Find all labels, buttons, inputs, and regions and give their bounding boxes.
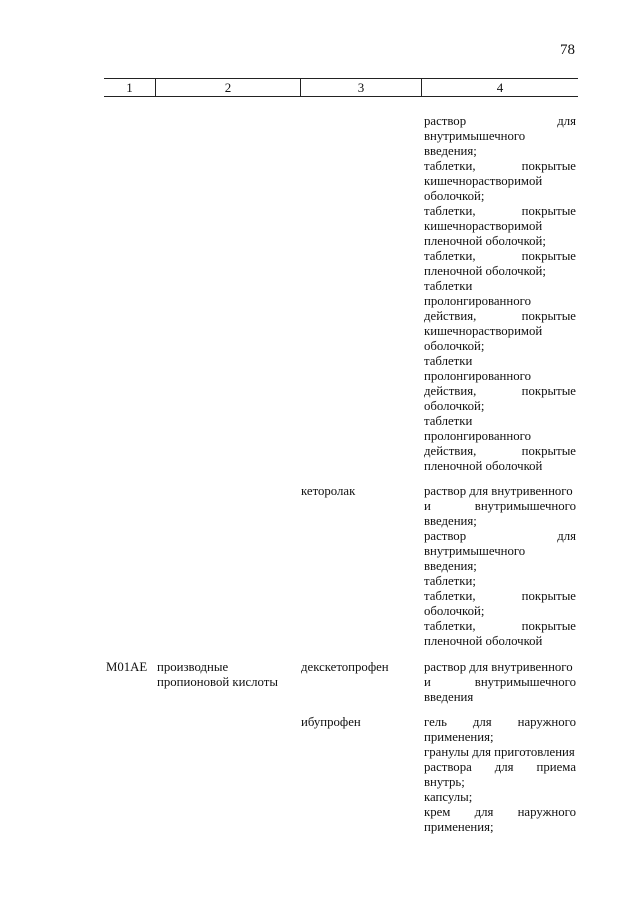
dosage-form-word: оболочкой; xyxy=(424,189,485,203)
dosage-form-line xyxy=(424,219,576,234)
dosage-form-line xyxy=(424,459,576,474)
dosage-form-word: покрытые xyxy=(521,249,576,263)
dosage-form-line xyxy=(424,384,576,399)
drug-ketorolac: кеторолак xyxy=(301,484,356,498)
dosage-form-line xyxy=(424,715,576,730)
dosage-form-line xyxy=(424,805,576,820)
dosage-form-word: действия, xyxy=(424,309,477,323)
dosage-form-line xyxy=(424,675,576,690)
dosage-form-line xyxy=(424,760,576,775)
dosage-form-line xyxy=(424,324,576,339)
dosage-form-line xyxy=(424,279,576,294)
dosage-form-word: покрытые xyxy=(521,159,576,173)
dosage-form-line xyxy=(424,660,576,675)
dosage-form-word: введения; xyxy=(424,559,477,573)
dosage-form-line xyxy=(424,790,576,805)
dosage-form-word: кишечнорастворимой xyxy=(424,174,543,188)
dosage-form-word: таблетки, xyxy=(424,204,476,218)
header-col-2: 2 xyxy=(156,79,301,96)
dosage-form-line xyxy=(424,574,576,589)
dosage-form-line xyxy=(424,444,576,459)
dosage-form-line xyxy=(424,484,576,499)
dosage-form-word: покрытые xyxy=(521,619,576,633)
dosage-form-word: внутримышечного xyxy=(474,499,576,513)
dosage-form-word: введения; xyxy=(424,144,477,158)
dosage-forms-dexketoprofen xyxy=(424,660,576,705)
dosage-form-word: для xyxy=(557,114,576,128)
dosage-form-line xyxy=(424,514,576,529)
dosage-form-word: оболочкой; xyxy=(424,339,485,353)
dosage-form-line xyxy=(424,234,576,249)
dosage-form-word: покрытые xyxy=(521,384,576,398)
dosage-form-line xyxy=(424,414,576,429)
page-number: 78 xyxy=(560,42,575,58)
group-name xyxy=(157,660,295,690)
dosage-form-word: покрытые xyxy=(521,309,576,323)
dosage-forms-ketorolac xyxy=(424,484,576,649)
dosage-form-word: внутримышечного xyxy=(474,675,576,689)
drug-dexketoprofen: декскетопрофен xyxy=(301,660,389,674)
dosage-form-line xyxy=(424,634,576,649)
dosage-form-line xyxy=(424,144,576,159)
dosage-form-line xyxy=(424,429,576,444)
dosage-form-word: гранулы для приготовления xyxy=(424,745,575,759)
dosage-form-word: таблетки; xyxy=(424,574,476,588)
dosage-form-word: действия, xyxy=(424,384,477,398)
dosage-form-line xyxy=(424,174,576,189)
dosage-form-word: таблетки, xyxy=(424,249,476,263)
dosage-form-word: наружного xyxy=(517,805,576,819)
dosage-form-word: таблетки xyxy=(424,279,473,293)
atc-code: M01AE xyxy=(106,660,148,674)
dosage-form-line xyxy=(424,249,576,264)
dosage-forms-ibuprofen xyxy=(424,715,576,835)
dosage-form-word: покрытые xyxy=(521,589,576,603)
dosage-form-word: гель xyxy=(424,715,447,729)
dosage-form-line xyxy=(424,559,576,574)
dosage-form-line xyxy=(424,204,576,219)
dosage-form-line xyxy=(424,820,576,835)
dosage-form-word: пленочной оболочкой xyxy=(424,634,543,648)
dosage-form-word: действия, xyxy=(424,444,477,458)
dosage-form-line xyxy=(424,114,576,129)
dosage-form-word: внутримышечного xyxy=(424,544,526,558)
dosage-form-word: раствор для внутривенного xyxy=(424,484,573,498)
dosage-form-line xyxy=(424,775,576,790)
dosage-form-word: внутрь; xyxy=(424,775,465,789)
dosage-form-line xyxy=(424,589,576,604)
dosage-form-line xyxy=(424,189,576,204)
dosage-form-word: пролонгированного xyxy=(424,429,531,443)
dosage-form-line xyxy=(424,354,576,369)
dosage-form-line xyxy=(424,529,576,544)
group-name-line-2: пропионовой кислоты xyxy=(157,675,278,689)
dosage-form-word: покрытые xyxy=(521,444,576,458)
dosage-form-word: пролонгированного xyxy=(424,294,531,308)
dosage-form-word: покрытые xyxy=(521,204,576,218)
header-col-3: 3 xyxy=(301,79,422,96)
dosage-form-word: пленочной оболочкой; xyxy=(424,264,546,278)
dosage-form-line xyxy=(424,294,576,309)
dosage-form-word: применения; xyxy=(424,730,494,744)
dosage-form-line xyxy=(424,264,576,279)
dosage-form-word: кишечнорастворимой xyxy=(424,324,543,338)
dosage-form-word: оболочкой; xyxy=(424,399,485,413)
dosage-form-line xyxy=(424,690,576,705)
dosage-form-word: пленочной оболочкой xyxy=(424,459,543,473)
dosage-form-word: раствор для внутривенного xyxy=(424,660,573,674)
dosage-form-word: приема xyxy=(536,760,576,774)
dosage-form-word: кишечнорастворимой xyxy=(424,219,543,233)
dosage-form-word: для xyxy=(557,529,576,543)
dosage-form-line xyxy=(424,745,576,760)
drug-ibuprofen: ибупрофен xyxy=(301,715,361,729)
dosage-form-word: и xyxy=(424,499,431,513)
dosage-form-word: пролонгированного xyxy=(424,369,531,383)
dosage-form-word: раствор xyxy=(424,114,467,128)
group-name-line-1: производные xyxy=(157,660,229,674)
dosage-form-line xyxy=(424,129,576,144)
dosage-form-line xyxy=(424,544,576,559)
dosage-form-line xyxy=(424,399,576,414)
dosage-form-word: для xyxy=(474,805,494,819)
table-header xyxy=(104,78,578,97)
dosage-form-word: раствора xyxy=(424,760,472,774)
header-col-4: 4 xyxy=(496,80,504,95)
dosage-form-word: для xyxy=(472,715,492,729)
dosage-form-line xyxy=(424,309,576,324)
dosage-form-word: оболочкой; xyxy=(424,604,485,618)
dosage-form-word: раствор xyxy=(424,529,467,543)
dosage-form-word: внутримышечного xyxy=(424,129,526,143)
dosage-form-word: пленочной оболочкой; xyxy=(424,234,546,248)
dosage-form-line xyxy=(424,369,576,384)
dosage-form-line xyxy=(424,499,576,514)
dosage-forms-continued xyxy=(424,114,576,474)
dosage-form-word: таблетки xyxy=(424,354,473,368)
dosage-form-word: таблетки, xyxy=(424,619,476,633)
dosage-form-word: применения; xyxy=(424,820,494,834)
dosage-form-word: для xyxy=(494,760,514,774)
dosage-form-word: таблетки xyxy=(424,414,473,428)
dosage-form-word: таблетки, xyxy=(424,589,476,603)
dosage-form-line xyxy=(424,619,576,634)
dosage-form-word: наружного xyxy=(517,715,576,729)
dosage-form-word: введения xyxy=(424,690,474,704)
dosage-form-line xyxy=(424,339,576,354)
dosage-form-line xyxy=(424,730,576,745)
dosage-form-word: введения; xyxy=(424,514,477,528)
dosage-form-line xyxy=(424,604,576,619)
dosage-form-word: таблетки, xyxy=(424,159,476,173)
dosage-form-word: капсулы; xyxy=(424,790,473,804)
dosage-form-word: крем xyxy=(424,805,451,819)
dosage-form-line xyxy=(424,159,576,174)
dosage-form-word: и xyxy=(424,675,431,689)
header-col-1: 1 xyxy=(104,79,156,96)
